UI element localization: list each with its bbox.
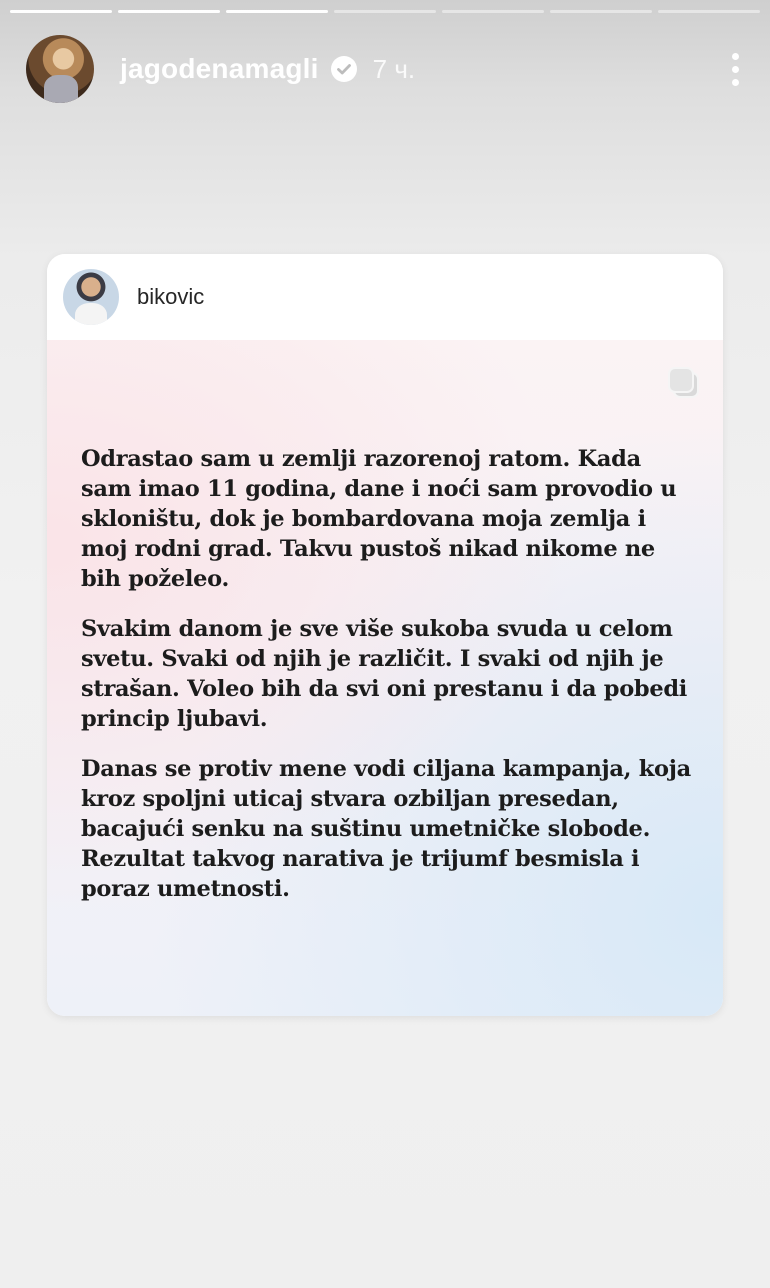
post-paragraph-1: Odrastao sam u zemlji razorenoj ratom. Kada sam imao 11 godina, dane i noći sam provodio u skloništu, dok je bombardovana moja zemlja i moj rodni grad. Takvu pustoš nikad nikome ne bih poželeo. — [81, 446, 677, 592]
story-header — [26, 34, 740, 104]
story-timestamp: 7 ч. — [372, 53, 416, 84]
progress-segment — [550, 10, 652, 13]
shared-post-avatar[interactable] — [63, 269, 119, 325]
progress-segment — [226, 10, 328, 13]
avatar[interactable] — [26, 35, 94, 103]
shared-post-username[interactable]: bikovic — [137, 284, 205, 309]
verified-badge-icon — [331, 56, 357, 82]
story-username[interactable]: jagodenamagli — [120, 53, 319, 84]
shared-post-card[interactable] — [47, 254, 723, 1016]
progress-segment — [442, 10, 544, 13]
post-text — [81, 444, 691, 924]
copy-icon[interactable] — [663, 362, 703, 402]
shared-post-body — [47, 340, 723, 1016]
post-paragraph-3: Danas se protiv mene vodi ciljana kampanja, koja kroz spoljni uticaj stvara ozbiljan presedan, bacajući senku na suštinu umetničke slobode. Rezultat takvog narativa je trijumf besmisla i poraz umetnosti. — [81, 756, 691, 902]
shared-post-header[interactable] — [47, 254, 723, 340]
progress-segment — [118, 10, 220, 13]
story-progress-bar — [10, 10, 760, 14]
more-options-icon[interactable] — [730, 53, 740, 86]
progress-segment — [10, 10, 112, 13]
progress-segment — [334, 10, 436, 13]
progress-segment — [658, 10, 760, 13]
post-paragraph-2: Svakim danom je sve više sukoba svuda u celom svetu. Svaki od njih je različit. I svaki od njih je strašan. Voleo bih da svi oni prestanu i da pobedi princip ljubavi. — [81, 616, 688, 732]
